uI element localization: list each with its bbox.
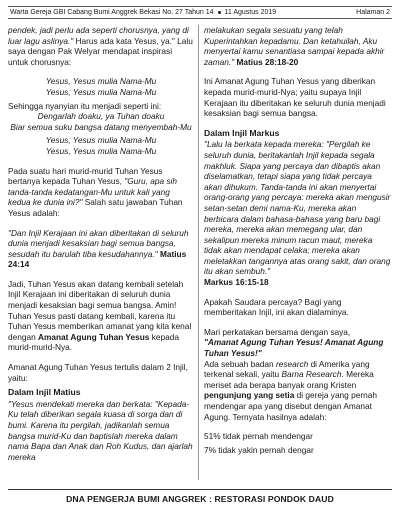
paragraph: Ini Amanat Agung Tuhan Yesus yang diberikan kepada murid-murid-Nya; yaitu supaya Injil Kerajaan itu diberitakan ke seluruh dunia menjadi kesaksian bagi semua bangsa. — [204, 76, 386, 119]
scripture-quote: "Lalu Ia berkata kepada mereka: "Pergilah ke seluruh dunia, beritakanlah Injil kepada segala makhluk. Siapa yang percaya dan dibaptis akan diselamatkan, tetapi siapa yang tidak percaya akan dihukum. Tanda-tanda ini akan menyertai orang-orang yang percaya: mereka akan mengusir setan-setan demi nama-Ku, mereka akan berbicara dalam bahasa-bahasa yang baru bagi mereka, mereka akan memegang ular, dan sekalipun mereka minum racun maut, mereka tidak akan mendapat celaka; mereka akan meletakkan tangannya atas orang sakit, dan orang itu akan sembuh." Markus 16:15-18 — [204, 139, 391, 288]
song-verse: Dengarlah doaku, ya Tuhan doaku Biar semua suku bangsa datang menyembah-Mu — [10, 111, 192, 132]
column-divider — [198, 25, 199, 480]
left-column — [8, 25, 194, 462]
paragraph: Pada suatu hari murid-murid Tuhan Yesus bertanya kepada Tuhan Yesus, "Guru, apa sih tanda-tanda kedatangan-Mu untuk kali yang kedua ke dunia ini?" Salah satu jawaban Tuhan Yesus adalah: — [8, 165, 183, 218]
statistic: 7% tidak yakin pernah dengar — [204, 444, 314, 455]
paragraph: pendek, jadi perlu ada seperti chorusnya, yang di luar lagu aslinya." Harus ada kata Yesus, ya." Lalu saya dengan Pak Welyar mendapat inspirasi untuk chorusnya: — [8, 25, 193, 67]
header-page-number: Halaman 2 — [356, 9, 390, 16]
scripture-quote: "Yesus mendekati mereka dan berkata: "Kepada-Ku telah diberikan segala kuasa di sorga dan di bumi. Karena itu pergilah, jadikanlah semua bangsa murid-Ku dan baptislah mereka dalam nama Bapa dan Anak dan Roh Kudus, dan ajarlah mereka — [8, 398, 193, 462]
section-heading: Dalam Injil Matius — [8, 387, 81, 398]
statistic: 51% tidak pernah mendengar — [204, 431, 313, 442]
page-header — [8, 6, 392, 19]
paragraph: Amanat Agung Tuhan Yesus tertulis dalam 2 Injil, yaitu: — [8, 362, 188, 383]
song-chorus: Yesus, Yesus mulia Nama-Mu Yesus, Yesus mulia Nama-Mu — [45, 76, 157, 97]
song-chorus: Yesus, Yesus mulia Nama-Mu Yesus, Yesus mulia Nama-Mu — [45, 135, 157, 156]
scripture-quote: "Dan Injil Kerajaan ini akan diberitakan di seluruh dunia menjadi kesaksian bagi semua bangsa, sesudah itu barulah tiba kesudahannya." Matius 24:14 — [8, 227, 189, 270]
paragraph: Jadi, Tuhan Yesus akan datang kembali setelah Injil Kerajaan ini diberitakan di seluruh dunia menjadi kesaksian bagi semua bangsa. Amin! Tuhan Yesus pasti datang kembali, karena itu Tuhan Yesus memberikan amanat yang kita kenal dengan Amanat Agung Tuhan Yesus kepada murid-murid-Nya. — [8, 278, 192, 353]
bullet-icon — [218, 11, 221, 14]
page-footer: DNA PENGERJA BUMI ANGGREK : RESTORASI PONDOK DAUD — [8, 489, 392, 504]
right-column — [204, 25, 392, 464]
paragraph: Sehingga nyanyian itu menjadi seperti ini: — [8, 100, 162, 111]
scripture-quote: melakukan segala sesuatu yang telah Kuperintahkan kepadamu. Dan ketahuilah, Aku menyertai kamu senantiasa sampai kepada akhir zaman." Matius 28:18-20 — [204, 25, 385, 67]
section-heading: Dalam Injil Markus — [204, 127, 280, 138]
header-issue: Warta Gereja GBI Cabang Bumi Anggrek Bekasi No. 27 Tahun 14 11 Agustus 2019 — [10, 9, 277, 16]
paragraph: Mari perkatakan bersama dengan saya, "Amanat Agung Tuhan Yesus! Amanat Agung Tuhan Yesus!" Ada sebuah badan research di Amerika yang terkenal sekali, yaitu Barna Research. Mereka meriset ada berapa banyak orang Kristen pengunjung yang setia di gereja yang pernah mendengar apa yang disebut dengan Amanat Agung. Ternyata hasilnya adalah: — [204, 326, 384, 422]
paragraph: Apakah Saudara percaya? Bagi yang memberitakan Injil, ini akan dialaminya. — [204, 296, 349, 318]
